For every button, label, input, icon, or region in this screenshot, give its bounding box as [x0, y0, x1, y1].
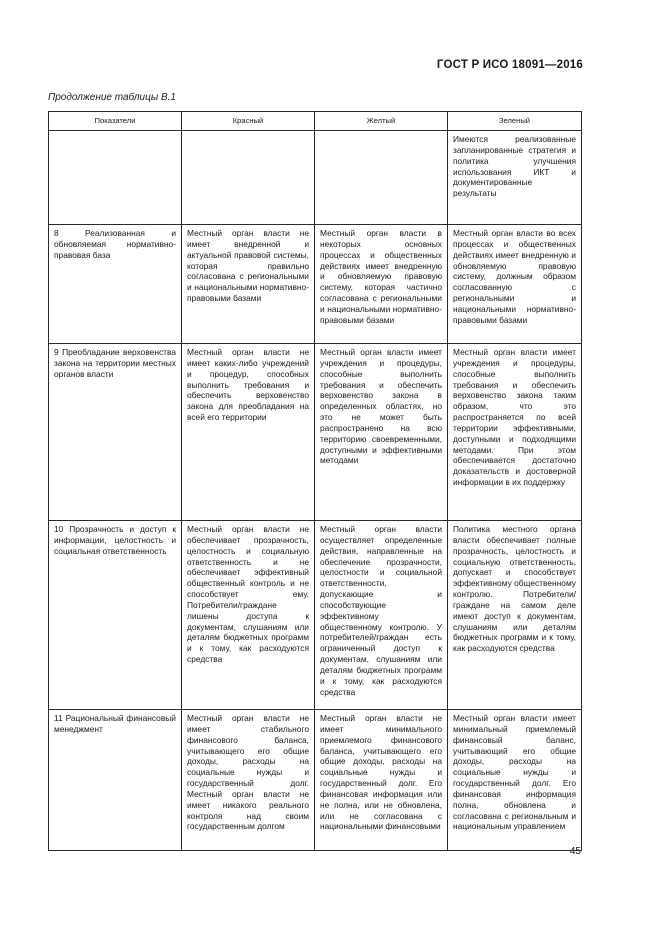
cell-red: Местный орган власти не имеет внедренной и актуальной правовой системы, которая правильно согласована с региональными и национальными нормативно-правовыми базами	[182, 225, 315, 344]
cell-green: Местный орган власти имеет учреждения и процедуры, способные выполнить требования и обеспечить верховенство закона таким образом, что это распространяется по всей территории эффективными, доступными и подходящими методами. При этом обеспечивается достаточно доказательств и достоверной информации в их поддержку	[448, 344, 582, 521]
cell-indicator: 11 Рациональный финансовый менеджмент	[49, 710, 182, 851]
column-header-green: Зеленый	[448, 112, 582, 131]
table-row	[49, 131, 582, 225]
column-header-indicators: Показатели	[49, 112, 182, 131]
cell-indicator: 9 Преобладание верховенства закона на территории местных органов власти	[49, 344, 182, 521]
cell-yellow: Местный орган власти не имеет минимального приемлемого финансового баланса, учитывающего его общие доходы, расходы на социальные нужды и государственный долг. Его финансовая информация или не полна, или не обновлена, или не согласована с национальными финансовыми	[315, 710, 448, 851]
table-row	[49, 521, 582, 710]
table-header-row	[49, 112, 582, 131]
indicator-table	[48, 111, 582, 851]
table-row	[49, 344, 582, 521]
cell-red: Местный орган власти не имеет каких-либо учреждений и процедур, способных выполнить требования и обеспечить верховенство закона для преобладания на всей его территории	[182, 344, 315, 521]
cell-indicator: 10 Прозрачность и доступ к информации, целостность и социальная ответственность	[49, 521, 182, 710]
cell-indicator: 8 Реализованная и обновляемая нормативно-правовая база	[49, 225, 182, 344]
cell-green: Местный орган власти во всех процессах и общественных действиях имеет внедренную и обновляемую правовую систему, должным образом согласованную с региональными и национальными нормативно-правовыми базами	[448, 225, 582, 344]
cell-red: Местный орган власти не имеет стабильного финансового баланса, учитывающего его общие доходы, расходы на социальные нужды и государственный долг. Местный орган власти не имеет никакого реального контроля над своим государственным долгом	[182, 710, 315, 851]
cell-yellow: Местный орган власти в некоторых основных процессах и общественных действиях имеет внедренную и обновляемую правовую систему, которая частично согласована с региональными и национальными нормативно-правовыми базами	[315, 225, 448, 344]
cell-red	[182, 131, 315, 225]
column-header-red: Красный	[182, 112, 315, 131]
cell-indicator	[49, 131, 182, 225]
cell-yellow: Местный орган власти осуществляет определенные действия, направленные на обеспечение прозрачности, целостности и социальной ответственности, допускающие и способствующие эффективному общественному контролю. У потребителей/граждан есть ограниченный доступ к документам, слушаниям или деталям бюджетных программ и к тому, как расходуются средства	[315, 521, 448, 710]
column-header-yellow: Желтый	[315, 112, 448, 131]
cell-yellow: Местный орган власти имеет учреждения и процедуры, способные выполнить требования и обеспечить верховенство закона в определенных областях, но это не может быть распространено на всю территорию своевременными, доступными и эффективными методами	[315, 344, 448, 521]
table-caption: Продолжение таблицы В.1	[48, 92, 176, 103]
cell-red: Местный орган власти не обеспечивает прозрачность, целостность и социальную ответственность и не обеспечивает эффективный общественный контроль и не способствует ему. Потребители/граждане лишены доступа к документам, слушаниям или деталям бюджетных программ и к тому, как расходуются средства	[182, 521, 315, 710]
table-row	[49, 225, 582, 344]
page-number: 45	[569, 846, 581, 857]
cell-yellow	[315, 131, 448, 225]
table-row	[49, 710, 582, 851]
cell-green: Политика местного органа власти обеспечивает полные прозрачность, целостность и социальную ответственность, допускает и способствует эффективному общественному контролю. Потребители/граждане на самом деле имеют доступ к документам, слушаниям или деталям бюджетных программ и к тому, как расходуются средства	[448, 521, 582, 710]
document-id: ГОСТ Р ИСО 18091—2016	[436, 59, 583, 71]
cell-green: Имеются реализованные запланированные стратегия и политика улучшения использования ИКТ и документированные результаты	[448, 131, 582, 225]
cell-green: Местный орган власти имеет минимальный приемлемый финансовый баланс, учитывающий его общие доходы, расходы на социальные нужды и государственный долг. Его финансовая информация полна, обновлена и согласована с региональным и национальным управлением	[448, 710, 582, 851]
